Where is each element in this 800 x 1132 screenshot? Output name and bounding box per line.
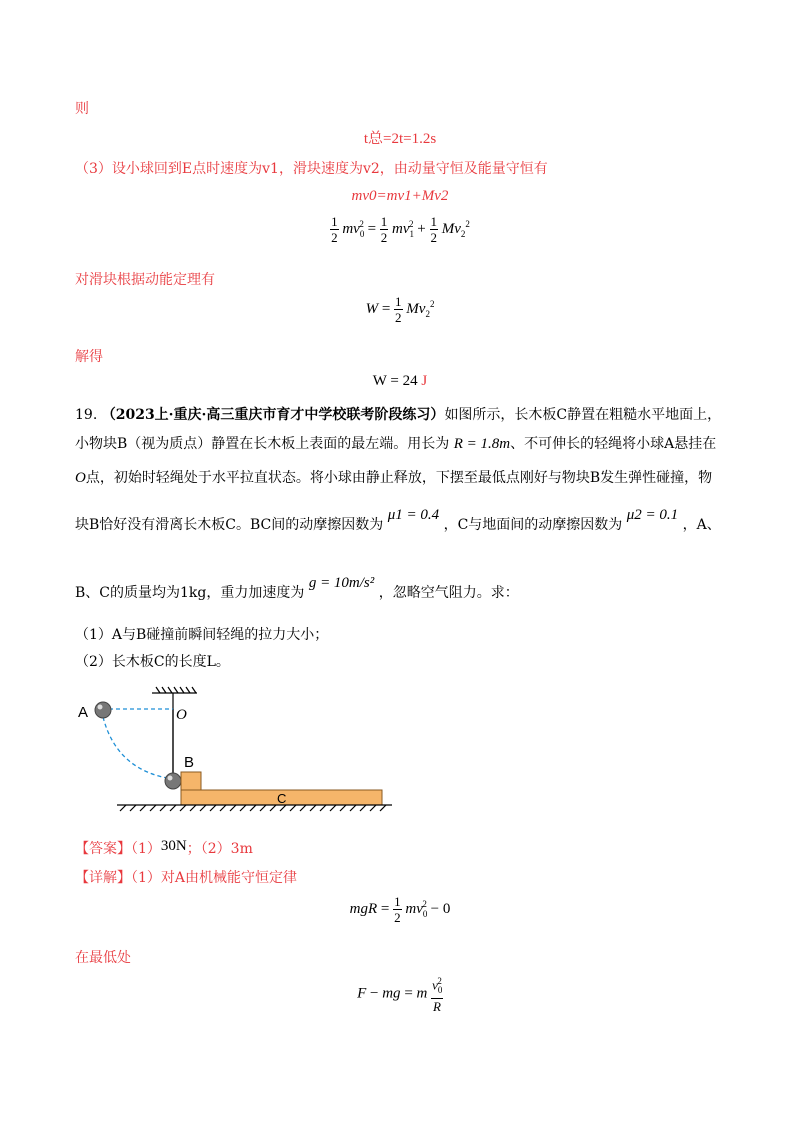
answer-line xyxy=(75,837,253,861)
question-1: （1）A与B碰撞前瞬间轻绳的拉力大小； xyxy=(75,627,329,643)
point-O: O xyxy=(75,470,86,486)
step3-text: （3）设小球回到E点时速度为v1，滑块速度为v2，由动量守恒及能量守恒有 xyxy=(75,161,548,177)
solve-text: 解得 xyxy=(75,349,103,365)
eq-mech-energy: mgR = $\frac{1}{2}$ $mv_0^2 - 0$ xyxy=(349,894,451,925)
question-2: （2）长木板C的长度L。 xyxy=(75,654,230,670)
eq-energy: $\frac{1}{2}$ $mv_0^2$ = $\frac{1}{2}$ $mv_1^2$ + $\frac{1}{2}$ $Mv_2^2$ xyxy=(331,214,470,245)
eq-w-value xyxy=(0,373,800,390)
swing-path-dashed xyxy=(103,717,173,779)
answer-part1-prefix: （1） xyxy=(131,841,161,857)
detail-text: （1）对A由机械能守恒定律 xyxy=(131,870,298,886)
problem-text-4c: ，A、 xyxy=(682,517,721,533)
eq-momentum: mv0=mv1+Mv2 xyxy=(351,188,449,204)
ball-A-bottom xyxy=(165,773,181,789)
detail-line xyxy=(75,866,297,890)
mu1-value: μ1 = 0.4 xyxy=(387,507,440,523)
detail-tag: 【详解】 xyxy=(75,870,131,886)
R-value: R = 1.8m xyxy=(453,436,511,452)
label-O: O xyxy=(176,707,187,723)
problem-text-2b: 、不可伸长的轻绳将小球A悬挂在 xyxy=(510,436,717,452)
problem-text-2a: 小物块B（视为质点）静置在长木板上表面的最左端。用长为 xyxy=(75,436,450,452)
problem-text-1: 如图所示，长木板C静置在粗糙水平地面上， xyxy=(444,407,722,423)
problem-line-3 xyxy=(75,466,712,490)
problem-text-4b: ，C与地面间的动摩擦因数为 xyxy=(443,517,623,533)
ball-bottom-highlight xyxy=(168,776,173,781)
frac-half-4: $\frac{1}{2}$ xyxy=(395,294,402,325)
problem-text-3: 点，初始时轻绳处于水平拉直状态。将小球由静止释放，下摆至最低点刚好与物块B发生弹性碰撞，物 xyxy=(85,470,713,486)
frac-half-3: $\frac{1}{2}$ xyxy=(430,214,438,245)
eq-t-total-text: t总=2t=1.2s xyxy=(363,131,437,147)
w-unit: J xyxy=(421,373,428,389)
kinetic-theorem-text: 对滑块根据动能定理有 xyxy=(75,272,215,288)
ground xyxy=(117,805,392,811)
ceiling-support xyxy=(152,687,197,709)
answer-part2: ；（2）3m xyxy=(186,841,253,857)
problem-source: （2023上·重庆·高三重庆市育才中学校联考阶段练习） xyxy=(101,407,445,423)
eq-work: W = $\frac{1}{2}$ $Mv_2^2$ xyxy=(365,294,435,325)
problem-line-2 xyxy=(75,432,716,456)
ball-A-highlight xyxy=(98,705,103,710)
label-C: C xyxy=(277,791,287,806)
problem-text-4a: 块B恰好没有滑离长木板C。BC间的动摩擦因数为 xyxy=(75,517,384,533)
then-text: 则 xyxy=(75,101,89,117)
frac-v0-R: $\frac{v_0^2}{R}$ xyxy=(432,976,443,1014)
w-value: W = 24 xyxy=(372,373,418,389)
problem-text-5a: B、C的质量均为1kg，重力加速度为 xyxy=(75,585,305,601)
frac-half-5: $\frac{1}{2}$ xyxy=(394,894,401,925)
ball-A-initial xyxy=(95,702,111,718)
label-A: A xyxy=(78,704,89,721)
problem-text-5b: ，忽略空气阻力。求： xyxy=(378,585,519,601)
label-B: B xyxy=(184,754,195,771)
frac-half-2: $\frac{1}{2}$ xyxy=(380,214,388,245)
physics-figure xyxy=(72,685,432,815)
problem-line-5 xyxy=(75,575,519,605)
eq-t-total xyxy=(0,127,800,148)
frac-half-1: $\frac{1}{2}$ xyxy=(331,214,338,245)
problem-line-1 xyxy=(75,403,721,427)
answer-part1-value: 30N xyxy=(160,838,187,854)
answer-tag: 【答案】 xyxy=(75,841,131,857)
g-value: g = 10m/s² xyxy=(308,575,375,591)
block-B xyxy=(181,772,201,790)
lowest-point-text: 在最低处 xyxy=(75,950,131,966)
mu2-value: μ2 = 0.1 xyxy=(626,507,679,523)
problem-line-4 xyxy=(75,507,721,537)
eq-tension: F − mg = m $\frac{v_0^2}{R}$ xyxy=(357,976,443,1014)
problem-number: 19. xyxy=(75,407,98,423)
